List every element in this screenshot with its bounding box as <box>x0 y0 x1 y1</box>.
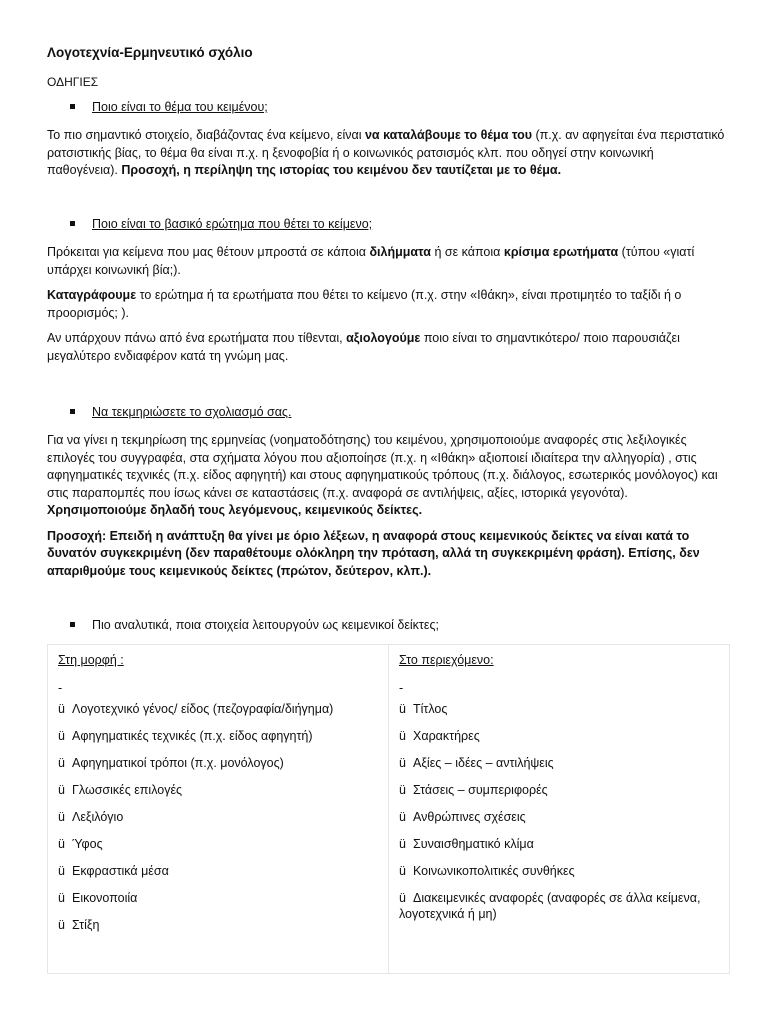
list-item <box>399 863 719 879</box>
list-item <box>399 890 719 922</box>
dash-marker: - <box>58 681 63 695</box>
form-column-heading: Στη μορφή : <box>58 653 124 667</box>
checkmark-icon: ü <box>58 702 65 716</box>
bullet-square-icon <box>70 622 75 627</box>
list-item-text: Λεξιλόγιο <box>72 810 124 824</box>
bullet-square-icon <box>70 409 75 414</box>
bullet-square-icon <box>70 104 75 109</box>
paragraph <box>47 127 727 180</box>
text-run: Προσοχή: Επειδή η ανάπτυξη θα γίνει με όριο λέξεων, η αναφορά στους κειμενικούς δείκτες να είναι κατά το δυνατόν συγκεκριμένη (δεν παραθέτουμε ολόκληρη την πρόταση, αλλά τη συγκεκριμένη φράση). Επίσης, δεν απαριθμούμε τους κειμενικούς δείκτες (πρώτον, δεύτερον, κλπ.). <box>47 528 700 578</box>
paragraph <box>47 244 727 279</box>
bullet-square-icon <box>70 221 75 226</box>
list-item-text: Χαρακτήρες <box>413 729 480 743</box>
list-item <box>399 782 719 798</box>
text-run: να καταλάβουμε το θέμα του <box>364 128 532 142</box>
paragraph <box>47 287 727 322</box>
list-item <box>58 890 378 906</box>
list-item-text: Αφηγηματικές τεχνικές (π.χ. είδος αφηγητή) <box>72 729 313 743</box>
list-item-text: Ανθρώπινες σχέσεις <box>413 810 526 824</box>
content-column-heading: Στο περιεχόμενο: <box>399 653 494 667</box>
instructions-label: ΟΔΗΓΙΕΣ <box>47 75 99 89</box>
list-item <box>399 809 719 825</box>
checkmark-icon: ü <box>58 729 65 743</box>
section-heading-2: Ποιο είναι το βασικό ερώτημα που θέτει το κείμενο; <box>70 217 372 231</box>
checkmark-icon: ü <box>58 864 65 878</box>
checkmark-icon: ü <box>399 729 406 743</box>
list-item <box>399 701 719 717</box>
section-heading-3: Να τεκμηριώσετε το σχολιασμό σας. <box>70 405 291 419</box>
text-run: Χρησιμοποιούμε δηλαδή τους λεγόμενους, κειμενικούς δείκτες. <box>47 503 423 517</box>
checkmark-icon: ü <box>399 891 406 905</box>
text-run: Το πιο σημαντικό στοιχείο, διαβάζοντας ένα κείμενο, είναι <box>47 128 365 142</box>
document-title: Λογοτεχνία-Ερμηνευτικό σχόλιο <box>47 45 253 60</box>
text-run: Για να γίνει η τεκμηρίωση της ερμηνείας (νοηματοδότησης) του κειμένου, χρησιμοποιούμε αναφορές στις λεξιλογικές επιλογές του συγγραφέα, στα σχήματα λόγου που αξιοποίησε (π.χ. η «Ιθάκη» αξιοποιεί ιδιαίτερα την αλληγορία) , στις αφηγηματικές τεχνικές (π.χ. είδος αφηγητή) και στους αφηγηματικούς τρόπους (π.χ. διάλογος, εσωτερικός μονόλογος) και στις παραπομπές που ίσως κάνει σε καταστάσεις (π.χ. αναφορά σε αντιλήψεις, αξίες, ιστορικά γεγονότα). <box>47 433 718 500</box>
section-body-2 <box>47 244 727 365</box>
list-item-text: Συναισθηματικό κλίμα <box>413 837 534 851</box>
list-item-text: Λογοτεχνικό γένος/ είδος (πεζογραφία/διήγημα) <box>72 702 334 716</box>
text-run: Πρόκειται για κείμενα που μας θέτουν μπροστά σε κάποια <box>47 245 370 259</box>
list-item <box>58 701 378 717</box>
checkmark-icon: ü <box>58 891 65 905</box>
paragraph <box>47 528 727 581</box>
text-run: Αν υπάρχουν πάνω από ένα ερωτήματα που τίθενται, <box>47 331 347 345</box>
list-item-text: Αξίες – ιδέες – αντιλήψεις <box>413 756 554 770</box>
list-item <box>399 728 719 744</box>
text-run: κρίσιμα ερωτήματα <box>503 245 619 259</box>
text-run: Προσοχή, η περίληψη της ιστορίας του κειμένου δεν ταυτίζεται με το θέμα. <box>121 163 562 177</box>
text-run: το ερώτημα ή τα ερωτήματα που θέτει το κείμενο (π.χ. στην «Ιθάκη», είναι προτιμητέο το ταξίδι ή ο προορισμός; ). <box>47 288 682 320</box>
list-item <box>399 755 719 771</box>
section-heading-4: Πιο αναλυτικά, ποια στοιχεία λειτουργούν ως κειμενικοί δείκτες; <box>70 618 439 632</box>
checkmark-icon: ü <box>399 702 406 716</box>
list-item-text: Στίξη <box>72 918 100 932</box>
list-item <box>58 863 378 879</box>
checkmark-icon: ü <box>58 837 65 851</box>
dash-marker: - <box>399 681 404 695</box>
section-body-1 <box>47 127 727 180</box>
list-item-text: Κοινωνικοπολιτικές συνθήκες <box>413 864 575 878</box>
text-run: διλήμματα <box>369 245 431 259</box>
list-item-text: Γλωσσικές επιλογές <box>72 783 183 797</box>
list-item <box>58 755 378 771</box>
form-items-list <box>58 701 378 933</box>
paragraph <box>47 432 727 520</box>
text-run: ή σε κάποια <box>430 245 504 259</box>
list-item <box>58 809 378 825</box>
list-item-text: Ύφος <box>72 837 103 851</box>
text-run: (π.χ. αν αφηγείται ένα περιστατικό ρατσιστικής βίας, το θέμα θα είναι π.χ. η ξενοφοβία ή ο κοινωνικός ρατσισμός κλπ. που οδηγεί στην κοινωνική παθογένεια). <box>47 128 725 177</box>
section-heading-1: Ποιο είναι το θέμα του κειμένου; <box>70 100 268 114</box>
text-run: (τύπου «γιατί υπάρχει κοινωνική βία;). <box>47 245 695 277</box>
list-item <box>58 728 378 744</box>
checkmark-icon: ü <box>58 756 65 770</box>
checkmark-icon: ü <box>399 837 406 851</box>
list-item-text: Τίτλος <box>413 702 448 716</box>
checkmark-icon: ü <box>399 864 406 878</box>
list-item <box>58 782 378 798</box>
text-run: αξιολογούμε <box>346 331 421 345</box>
checkmark-icon: ü <box>399 783 406 797</box>
list-item <box>399 836 719 852</box>
list-item-text: Αφηγηματικοί τρόποι (π.χ. μονόλογος) <box>72 756 284 770</box>
textual-indicators-table <box>47 644 730 974</box>
list-item-text: Διακειμενικές αναφορές (αναφορές σε άλλα κείμενα, λογοτεχνικά ή μη) <box>399 891 701 921</box>
content-items-list <box>399 701 719 922</box>
checkmark-icon: ü <box>399 810 406 824</box>
list-item <box>58 836 378 852</box>
list-item-text: Εκφραστικά μέσα <box>72 864 169 878</box>
list-item-text: Στάσεις – συμπεριφορές <box>413 783 548 797</box>
paragraph <box>47 330 727 365</box>
form-column <box>48 645 389 974</box>
section-body-3 <box>47 432 727 580</box>
text-run: Καταγράφουμε <box>47 288 137 302</box>
checkmark-icon: ü <box>58 810 65 824</box>
list-item <box>58 917 378 933</box>
checkmark-icon: ü <box>399 756 406 770</box>
content-column <box>389 645 730 974</box>
checkmark-icon: ü <box>58 918 65 932</box>
checkmark-icon: ü <box>58 783 65 797</box>
list-item-text: Εικονοποιία <box>72 891 138 905</box>
text-run: ποιο είναι το σημαντικότερο/ ποιο παρουσιάζει μεγαλύτερο ενδιαφέρον κατά τη γνώμη μας. <box>47 331 680 363</box>
